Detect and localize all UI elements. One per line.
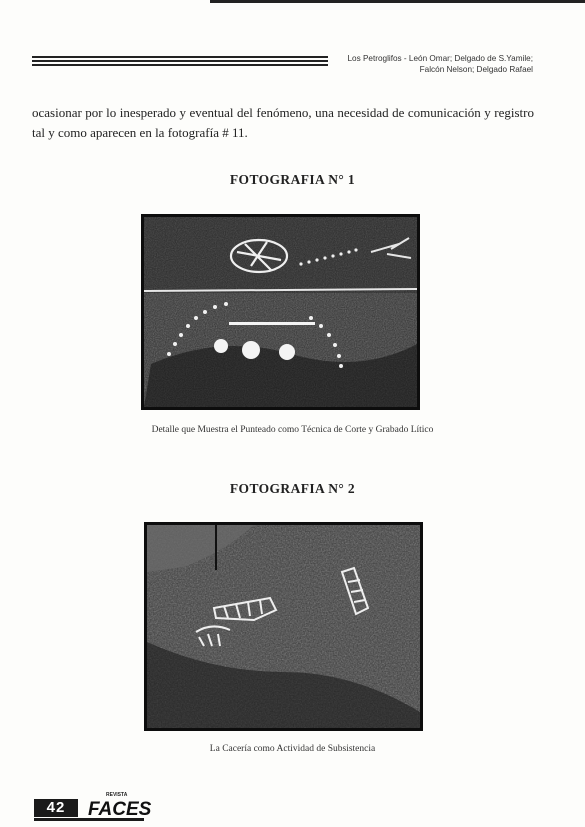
- running-header: [347, 53, 533, 75]
- faces-magazine-logo: [86, 788, 158, 818]
- top-edge-line: [210, 0, 585, 3]
- figure-1-title: FOTOGRAFIA N° 1: [229, 172, 356, 187]
- page-number: 42: [34, 799, 78, 817]
- photograph-1: [141, 214, 420, 410]
- body-paragraph: ocasionar por lo inesperado y eventual del fenómeno, una necesidad de comunicación y registro tal y como aparecen en la fotografía # 11.: [32, 105, 534, 140]
- photograph-2: [144, 522, 423, 731]
- magazine-label: REVISTA: [106, 792, 128, 798]
- magazine-name: FACES: [88, 799, 152, 818]
- running-header-authors-line2: Falcón Nelson; Delgado Rafael: [419, 65, 533, 74]
- figure-1-caption: Detalle que Muestra el Punteado como Técnica de Corte y Grabado Lítico: [151, 425, 434, 435]
- running-header-authors-line1: Los Petroglifos - León Omar; Delgado de S.Yamile;: [347, 54, 533, 63]
- figure-2-title: FOTOGRAFIA N° 2: [229, 481, 356, 496]
- header-rule-lines: [32, 56, 328, 70]
- footer-underline: [34, 818, 144, 821]
- figure-2-caption: La Cacería como Actividad de Subsistencia: [209, 744, 376, 754]
